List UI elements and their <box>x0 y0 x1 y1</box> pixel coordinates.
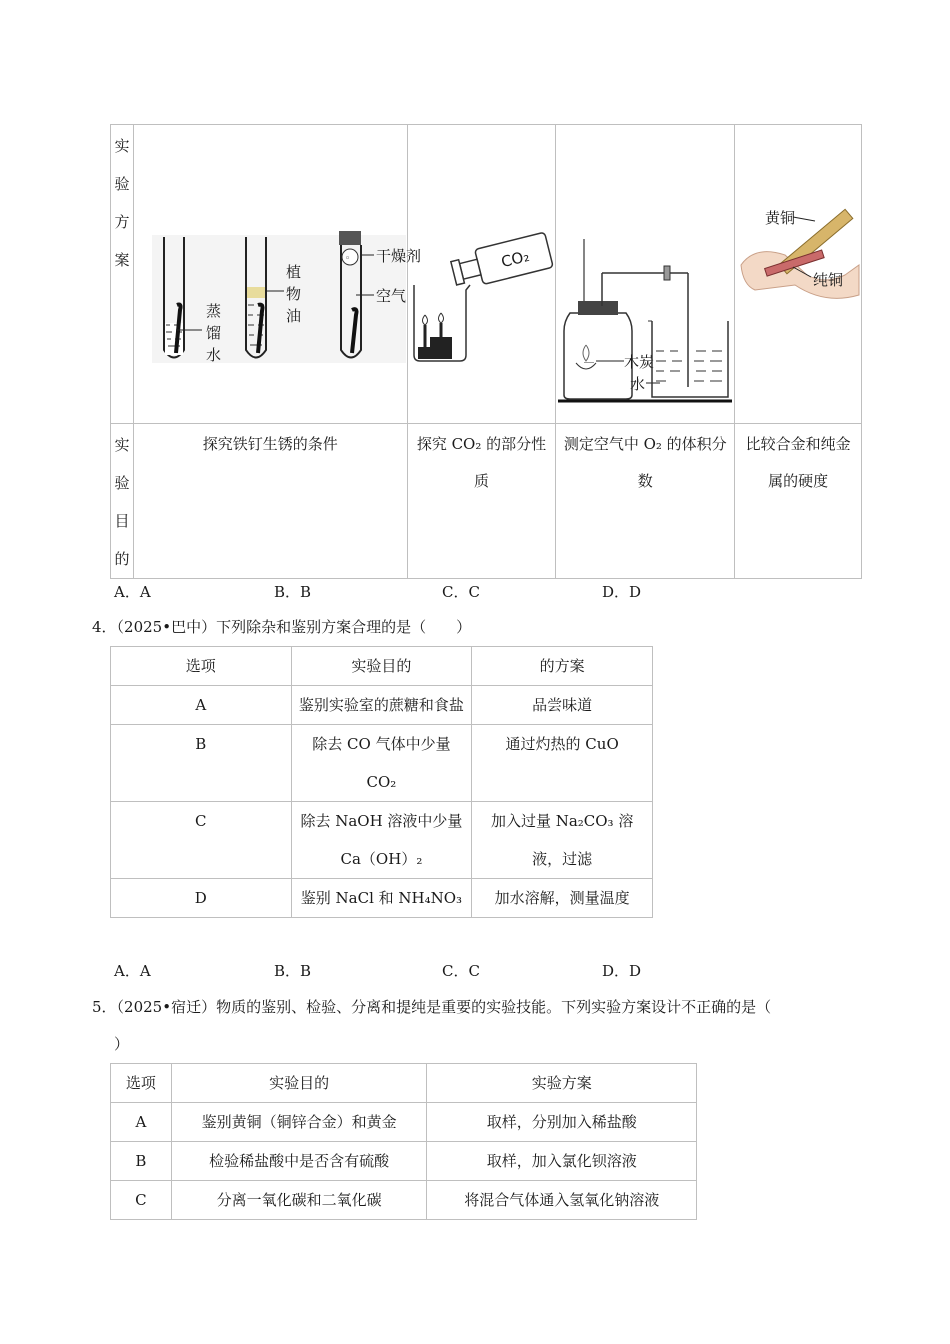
q5-row-c <box>111 1181 697 1220</box>
q3-scheme-row <box>111 125 862 424</box>
q5-stem-text: （2025•宿迁）物质的鉴别、检验、分离和提纯是重要的实验技能。下列实验方案设计不正确的是（ <box>116 998 772 1016</box>
desiccant-label: 干燥剂 <box>375 247 421 265</box>
charcoal-label: 木炭 <box>624 353 655 371</box>
water-label: 水 <box>630 375 646 393</box>
q4-header-option: 选项 <box>111 647 292 686</box>
q5-row-a <box>111 1103 697 1142</box>
q5-row-purpose: 分离一氧化碳和二氧化碳 <box>171 1181 427 1220</box>
q4-row-d <box>111 879 653 918</box>
q4-row-plan: 品尝味道 <box>472 686 653 725</box>
q4-number: 4． <box>92 618 117 636</box>
q5-row-b <box>111 1142 697 1181</box>
distilled-water-label-3: 水 <box>205 346 221 364</box>
label-char: 目 <box>114 512 130 530</box>
q4-row-purpose: 除去 NaOH 溶液中少量 Ca（OH）₂ <box>291 802 472 879</box>
label-char: 实 <box>114 137 130 155</box>
q4-row-c <box>111 802 653 879</box>
co2-experiment-figure <box>407 125 556 424</box>
q5-stem <box>92 996 771 1017</box>
pure-copper-label: 纯铜 <box>813 271 844 289</box>
q4-row-a <box>111 686 653 725</box>
label-char: 验 <box>114 474 130 492</box>
label-char: 验 <box>114 175 130 193</box>
q5-number: 5． <box>92 998 117 1016</box>
q5-row-plan: 将混合气体通入氢氧化钠溶液 <box>427 1181 697 1220</box>
q4-option-a[interactable]: A．A <box>114 962 151 980</box>
co2-pouring-diagram <box>408 125 556 423</box>
purpose-o2: 测定空气中 O₂ 的体积分数 <box>556 424 735 579</box>
distilled-water-label-2: 馏 <box>205 324 221 342</box>
purpose-hardness: 比较合金和纯金属的硬度 <box>735 424 862 579</box>
q4-option-c[interactable]: C．C <box>442 962 480 980</box>
q4-row-plan: 通过灼热的 CuO <box>472 725 653 802</box>
q4-stem-text: （2025•巴中）下列除杂和鉴别方案合理的是（ ） <box>116 618 472 636</box>
q5-header-plan: 实验方案 <box>427 1064 697 1103</box>
q3-table <box>110 124 862 579</box>
q4-row-purpose: 鉴别 NaCl 和 NH₄NO₃ <box>291 879 472 918</box>
q3-option-a[interactable]: A．A <box>114 583 151 601</box>
scratch-comparison-diagram <box>735 125 861 423</box>
q3-purpose-row <box>111 424 862 579</box>
q4-option-b[interactable]: B．B <box>274 962 312 980</box>
label-char: 案 <box>114 251 130 269</box>
q4-row-plan: 加水溶解，测量温度 <box>472 879 653 918</box>
q3-option-c[interactable]: C．C <box>442 583 480 601</box>
q3-purpose-label <box>111 424 134 579</box>
air-label: 空气 <box>375 287 406 305</box>
svg-text:◦: ◦ <box>344 254 351 264</box>
rust-experiment-figure <box>133 125 421 424</box>
o2-volume-diagram <box>556 125 734 423</box>
vegetable-oil-label-1: 植 <box>285 263 301 281</box>
q4-header-row <box>111 647 653 686</box>
q4-option-d[interactable]: D．D <box>602 962 642 980</box>
vegetable-oil-label-2: 物 <box>285 285 301 303</box>
q3-scheme-label <box>111 125 134 424</box>
vegetable-oil-label-3: 油 <box>285 307 301 325</box>
q4-row-purpose: 鉴别实验室的蔗糖和食盐 <box>291 686 472 725</box>
q3-option-d[interactable]: D．D <box>602 583 642 601</box>
purpose-rust: 探究铁钉生锈的条件 <box>133 424 407 579</box>
q4-row-plan: 加入过量 Na₂CO₃ 溶液，过滤 <box>472 802 653 879</box>
label-char: 的 <box>114 550 130 568</box>
q5-header-purpose: 实验目的 <box>171 1064 427 1103</box>
purpose-co2: 探究 CO₂ 的部分性质 <box>407 424 556 579</box>
distilled-water-label-1: 蒸 <box>205 302 221 320</box>
q4-row-option: C <box>111 802 292 879</box>
q4-header-purpose: 实验目的 <box>291 647 472 686</box>
hardness-experiment-figure <box>735 125 862 424</box>
q5-header-row <box>111 1064 697 1103</box>
q4-row-option: A <box>111 686 292 725</box>
rust-test-tubes-diagram <box>134 125 421 423</box>
q5-row-option: A <box>111 1103 172 1142</box>
q5-row-option: C <box>111 1181 172 1220</box>
q5-row-purpose: 检验稀盐酸中是否含有硫酸 <box>171 1142 427 1181</box>
q5-row-plan: 取样，加入氯化钡溶液 <box>427 1142 697 1181</box>
q5-row-purpose: 鉴别黄铜（铜锌合金）和黄金 <box>171 1103 427 1142</box>
q5-row-option: B <box>111 1142 172 1181</box>
q4-row-option: D <box>111 879 292 918</box>
q4-stem <box>92 616 471 637</box>
q4-row-purpose: 除去 CO 气体中少量 CO₂ <box>291 725 472 802</box>
q5-header-option: 选项 <box>111 1064 172 1103</box>
co2-label: CO₂ <box>498 246 531 272</box>
q5-row-plan: 取样，分别加入稀盐酸 <box>427 1103 697 1142</box>
brass-label: 黄铜 <box>765 209 796 227</box>
q4-table <box>110 646 653 918</box>
q4-header-plan: 的方案 <box>472 647 653 686</box>
q5-stem-end: ） <box>114 1035 130 1053</box>
q4-row-b <box>111 725 653 802</box>
q3-option-b[interactable]: B．B <box>274 583 312 601</box>
q4-row-option: B <box>111 725 292 802</box>
label-char: 实 <box>114 436 130 454</box>
q5-table <box>110 1063 697 1220</box>
o2-experiment-figure <box>556 125 735 424</box>
label-char: 方 <box>114 213 130 231</box>
